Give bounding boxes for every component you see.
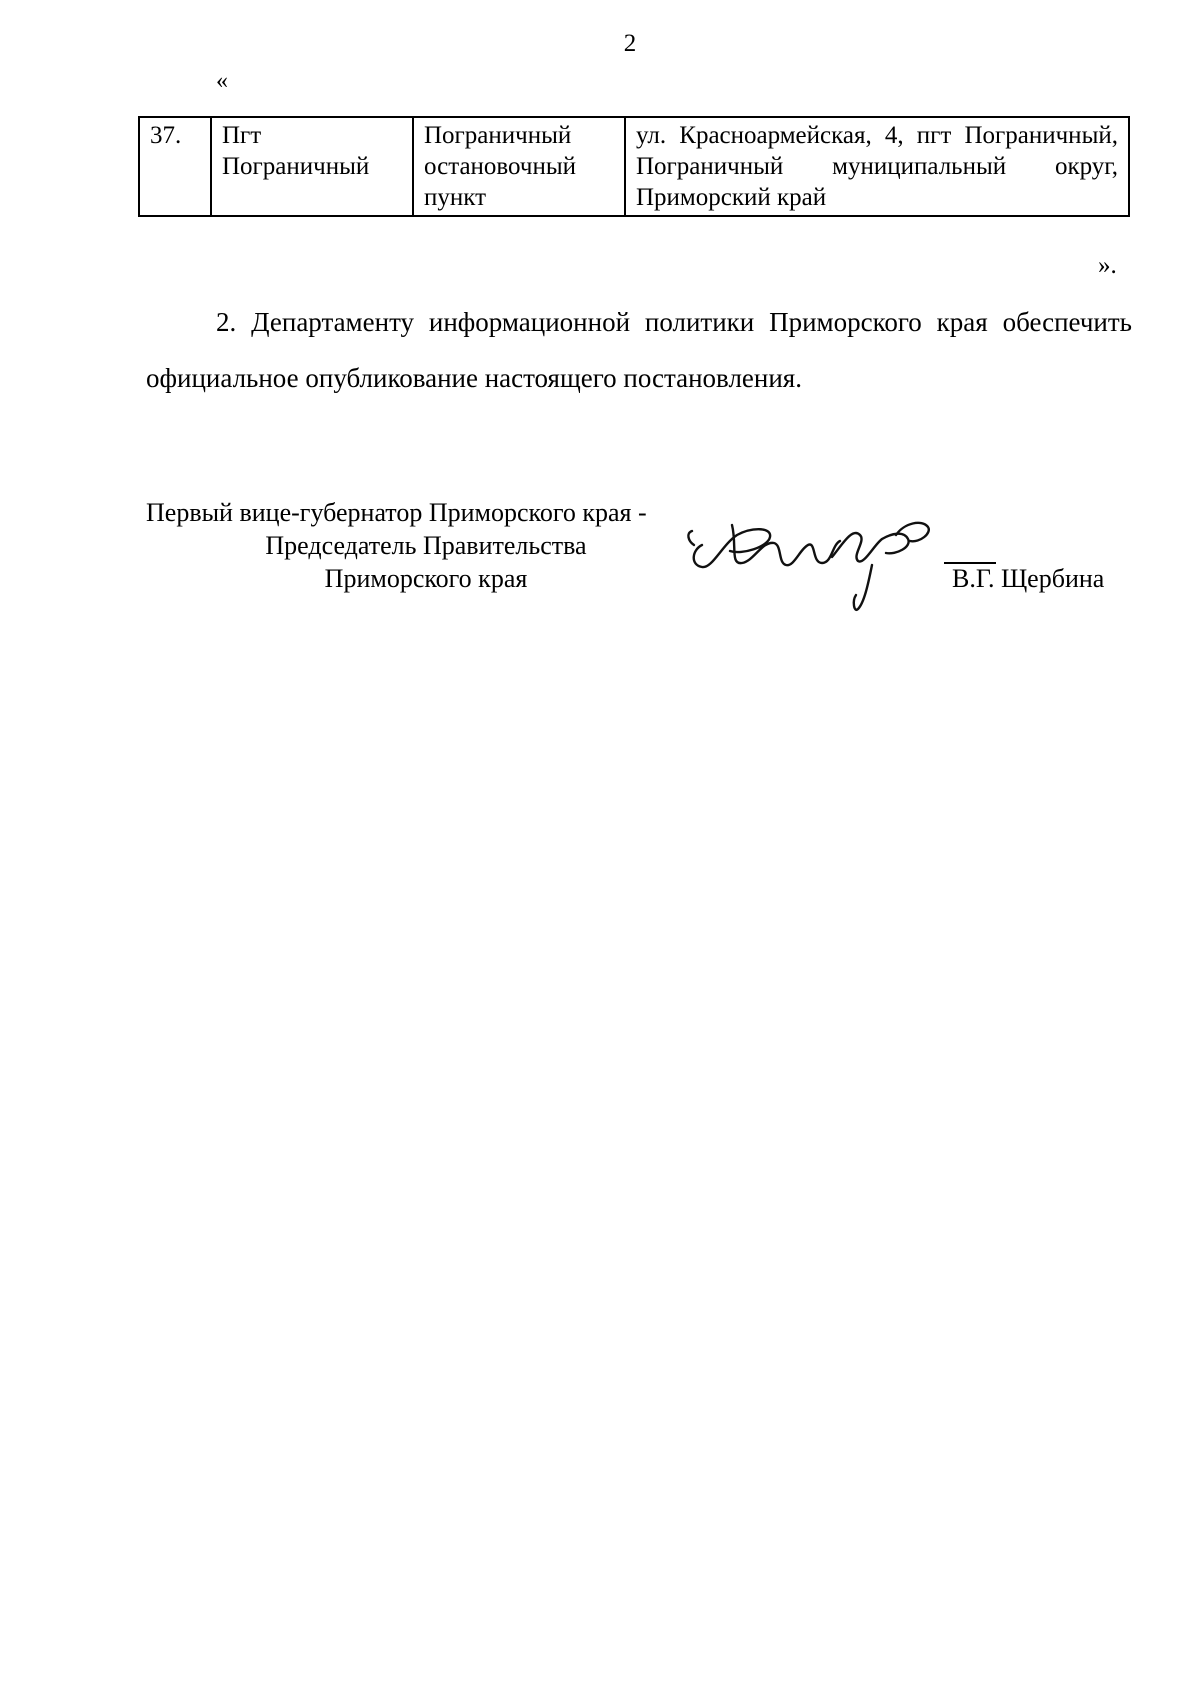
signatory-title-line-1: Первый вице-губернатор Приморского края - [146,498,647,527]
table-row [139,117,1129,216]
address-cell: ул. Красноармейская, 4, пгт Пограничный, Пограничный муниципальный округ, Приморский край [625,117,1129,216]
signatory-title-line-3: Приморского края [324,564,528,593]
handwritten-signature [682,505,952,615]
row-number-cell: 37. [139,117,211,216]
stop-type-cell: Пограничный остановочный пункт [413,117,625,216]
signatory-title-line-2: Председатель Правительства [265,531,587,560]
signatory-name: В.Г. Щербина [952,564,1105,593]
settlement-name: Пгт Пограничный [222,122,370,180]
opening-quote: « [216,68,228,94]
page-number: 2 [623,30,637,57]
closing-quote: ». [1098,252,1117,279]
instruction-paragraph: 2. Департаменту информационной политики Приморского края обеспечить официальное опубликование настоящего постановления. [146,307,1132,393]
signatory-title [146,496,706,595]
locations-table [138,116,1130,217]
settlement-cell [211,117,413,216]
